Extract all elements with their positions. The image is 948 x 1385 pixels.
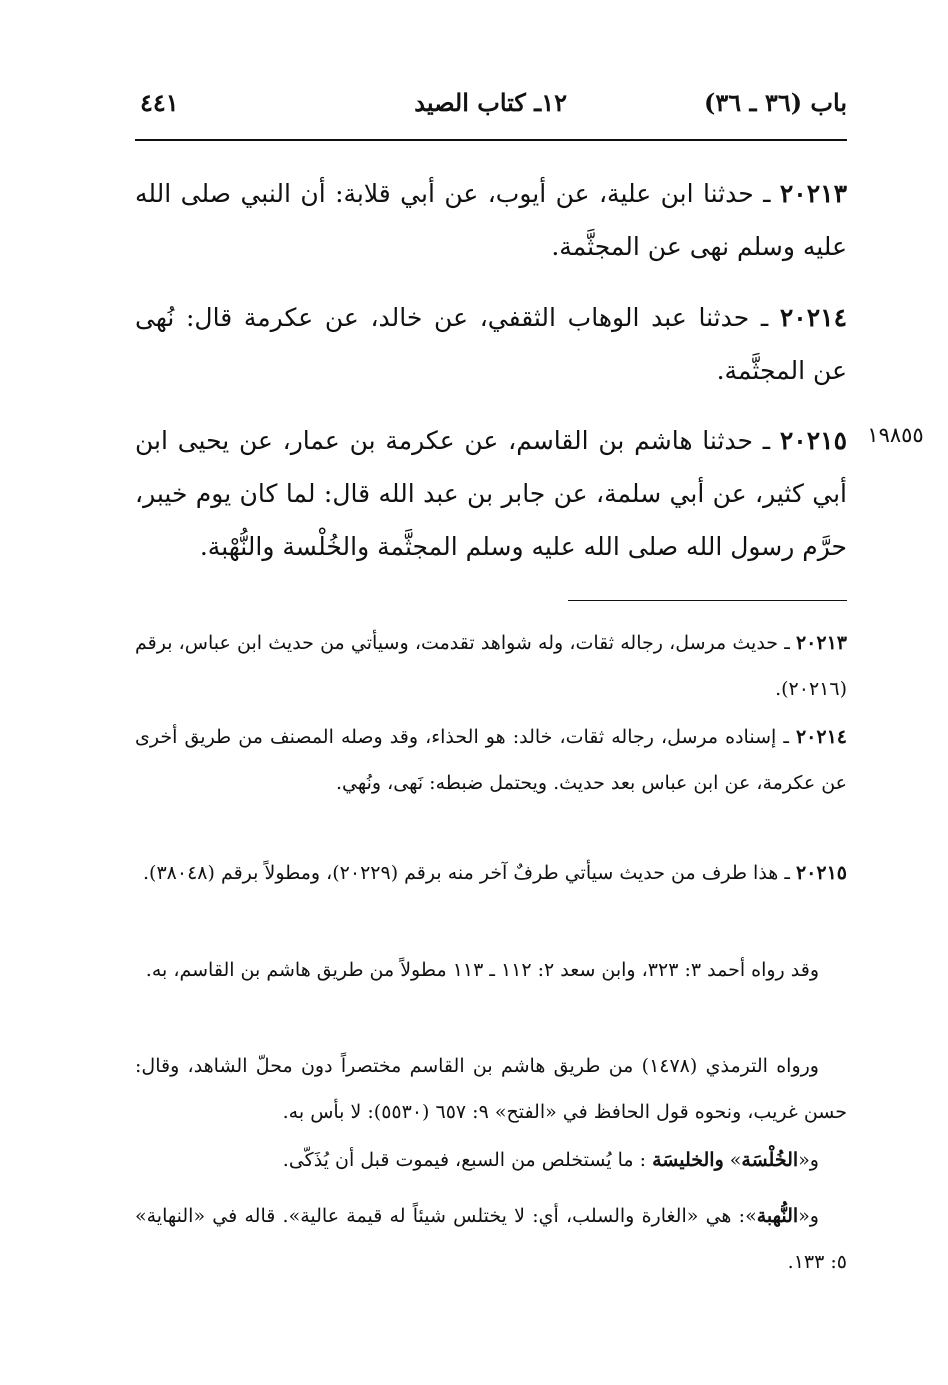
footnote-item [135, 620, 847, 712]
footnote-item [135, 1193, 847, 1285]
footnote-item [135, 1137, 847, 1183]
footnote-text: ـ هذا طرف من حديث سيأتي طرفٌ آخر منه برقم (٢٠٢٢٩)، ومطولاً برقم (٣٨٠٤٨). [143, 862, 796, 884]
footnote-prefix: و« [798, 1149, 819, 1171]
footnote-text: ورواه الترمذي (١٤٧٨) من طريق هاشم بن القاسم مختصراً دون محلّ الشاهد، وقال: حسن غريب، ونحوه قول الحافظ في «الفتح» ٩: ٦٥٧ (٥٥٣٠): لا بأس به. [135, 1055, 847, 1123]
chapter-title: باب (٣٦ ـ ٣٦) [704, 88, 847, 117]
book-title: ١٢ـ كتاب الصيد [414, 88, 567, 117]
footnote-number: ٢٠٢١٣ [795, 632, 847, 654]
hadith-item [135, 167, 847, 273]
footnote-number: ٢٠٢١٥ [795, 862, 847, 884]
footnote-item [135, 714, 847, 806]
hadith-item [135, 414, 847, 573]
footnote-number: ٢٠٢١٤ [795, 726, 847, 748]
page-number: ٤٤١ [140, 88, 179, 117]
margin-reference-number: ١٩٨٥٥ [867, 423, 924, 447]
header-divider [135, 139, 847, 141]
footnote-text: : ما يُستخلص من السبع، فيموت قبل أن يُذَكّى. [282, 1149, 653, 1171]
footnote-prefix: و« [798, 1205, 819, 1227]
hadith-number: ٢٠٢١٤ [779, 303, 847, 332]
hadith-number: ٢٠٢١٥ [779, 426, 847, 455]
running-header [135, 88, 847, 128]
footnote-item [135, 850, 847, 896]
footnote-separator: » [745, 1205, 757, 1227]
footnote-text: ـ إسناده مرسل، رجاله ثقات، خالد: هو الحذاء، وقد وصله المصنف من طريق أخرى عن عكرمة، عن ابن عباس بعد حديث. ويحتمل ضبطه: نَهى، ونُهي. [135, 726, 847, 794]
hadith-text: ـ حدثنا هاشم بن القاسم، عن عكرمة بن عمار، عن يحيى ابن أبي كثير، عن أبي سلمة، عن جابر بن عبد الله قال: لما كان يوم خيبر، حرَّم رسول الله صلى الله عليه وسلم المجثَّمة والخُلْسة والنُّهْبة. [135, 426, 847, 561]
footnote-item [135, 947, 847, 993]
hadith-text: ـ حدثنا عبد الوهاب الثقفي، عن خالد، عن عكرمة قال: نُهى عن المجثَّمة. [135, 303, 847, 385]
footnote-term: والخليسَة [652, 1149, 724, 1171]
footnote-term: الخُلْسَة [741, 1149, 799, 1171]
footnote-text: وقد رواه أحمد ٣: ٣٢٣، وابن سعد ٢: ١١٢ ـ ١١٣ مطولاً من طريق هاشم بن القاسم، به. [145, 959, 819, 981]
footnote-text: ـ حديث مرسل، رجاله ثقات، وله شواهد تقدمت، وسيأتي من حديث ابن عباس، برقم (٢٠٢١٦). [135, 632, 847, 700]
hadith-text: ـ حدثنا ابن علية، عن أيوب، عن أبي قلابة: أن النبي صلى الله عليه وسلم نهى عن المجثَّمة. [135, 179, 847, 261]
footnote-term: النُّهبة [756, 1205, 799, 1227]
hadith-item [135, 291, 847, 397]
footnote-text: : هي «الغارة والسلب، أي: لا يختلس شيئاً له قيمة عالية». قاله في «النهاية» ٥: ١٣٣. [135, 1205, 847, 1273]
footnote-separator: » [723, 1149, 742, 1171]
footnote-item [135, 1043, 847, 1135]
hadith-number: ٢٠٢١٣ [779, 179, 847, 208]
footnote-divider [568, 600, 847, 601]
